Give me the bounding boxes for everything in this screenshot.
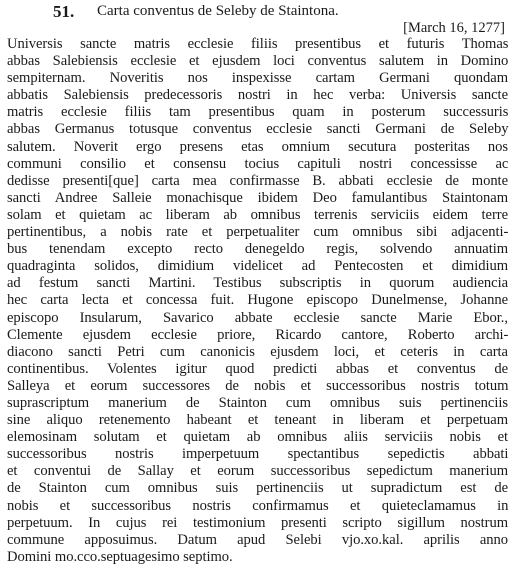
body-line: abbas Germanus totusque conventus ecclesie sancti Germani de Seleby — [7, 121, 509, 138]
body-line: abbas Salebiensis ecclesie et ejusdem loci conventus salutem in Domino — [7, 53, 509, 70]
body-line: pertinentibus, a nobis rate et perpetualiter cum omnibus sibi adjacenti- — [7, 224, 509, 241]
body-line: et conventui de Sallay et eorum successoribus sepedictum manerium — [7, 463, 508, 480]
body-line: Universis sancte matris ecclesie filiis presentibus et futuris Thomas — [7, 36, 509, 52]
body-line: nobis et successoribus nostris confirmamus et quieteclamamus in — [7, 497, 509, 514]
charter-date: [March 16, 1277] — [403, 20, 505, 36]
charter-heading — [7, 3, 508, 20]
body-line: sine aliquo retenemento habeant et teneant in liberam et perpetuam — [7, 412, 508, 429]
body-line: ad festum sancti Martini. Testibus subscriptis in quorum audiencia — [7, 275, 508, 292]
body-line: communi consilio et consensu tocius capituli nostri concessisse ac — [7, 155, 509, 172]
body-line: commune apposuimus. Datum apud Selebi vjo.xo.kal. aprilis anno — [7, 531, 508, 548]
body-line: successoribus nostris imperpetuum spectantibus sepedictis abbati — [7, 446, 509, 463]
body-line: bus tenendam excepto recto denegeldo regis, solvendo annuatim — [7, 241, 509, 258]
body-line: salutem. Noverit ergo presens etas omnium secutura posteritas nos — [7, 138, 508, 155]
charter-title: Carta conventus de Seleby de Staintona. — [97, 3, 339, 19]
body-line: de Stainton cum omnibus suis pertinenciis ut supradictum est de — [7, 480, 508, 497]
body-line: diacono sancti Petri cum canonicis ejusdem loci, et ceteris in carta — [7, 343, 508, 360]
body-line: episcopo Insularum, Savarico abbate ecclesie sancte Marie Ebor., — [7, 309, 508, 326]
body-line: Salleya et eorum successores de nobis et successoribus nostris totum — [7, 377, 509, 394]
body-line: solam et quietam ac liberam ab omnibus terrenis serviciis eidem terre — [7, 206, 508, 223]
body-line: suprascriptum manerium de Stainton cum omnibus suis pertinenciis — [7, 394, 508, 411]
body-line: quadraginta solidos, dimidium videlicet ad Pentecosten et dimidium — [7, 258, 508, 275]
body-line: perpetuum. In cujus rei testimonium presenti scripto sigillum nostrum — [7, 514, 508, 531]
body-line: dedisse presenti[que] carta mea confirmasse B. abbati ecclesie de monte — [7, 172, 508, 189]
body-line: Clemente ejusdem ecclesie priore, Ricardo cantore, Roberto archi- — [7, 326, 509, 343]
charter-body — [7, 36, 508, 566]
body-line: continentibus. Volentes igitur quod predicti abbas et conventus de — [7, 360, 508, 377]
body-line: Domini mo.cco.septuagesimo septimo. — [7, 548, 233, 565]
body-line: sancti Andree Salleie monachisque ibidem Deo famulantibus Staintonam — [7, 189, 508, 206]
charter-number: 51. — [53, 2, 75, 21]
body-line: matris ecclesie filiis tam presentibus quam in posterum successuris — [7, 104, 509, 121]
body-line: hec carta lecta et concessa fuit. Hugone episcopo Dunelmense, Johanne — [7, 292, 508, 309]
body-line: sempiternam. Noveritis nos inspexisse cartam Germani quondam — [7, 70, 508, 87]
body-line: abbatis Salebiensis predecessoris nostri in hec verba: Universis sancte — [7, 87, 508, 104]
body-line: elemosinam solutam et quietam ab omnibus aliis serviciis nobis et — [7, 429, 509, 446]
